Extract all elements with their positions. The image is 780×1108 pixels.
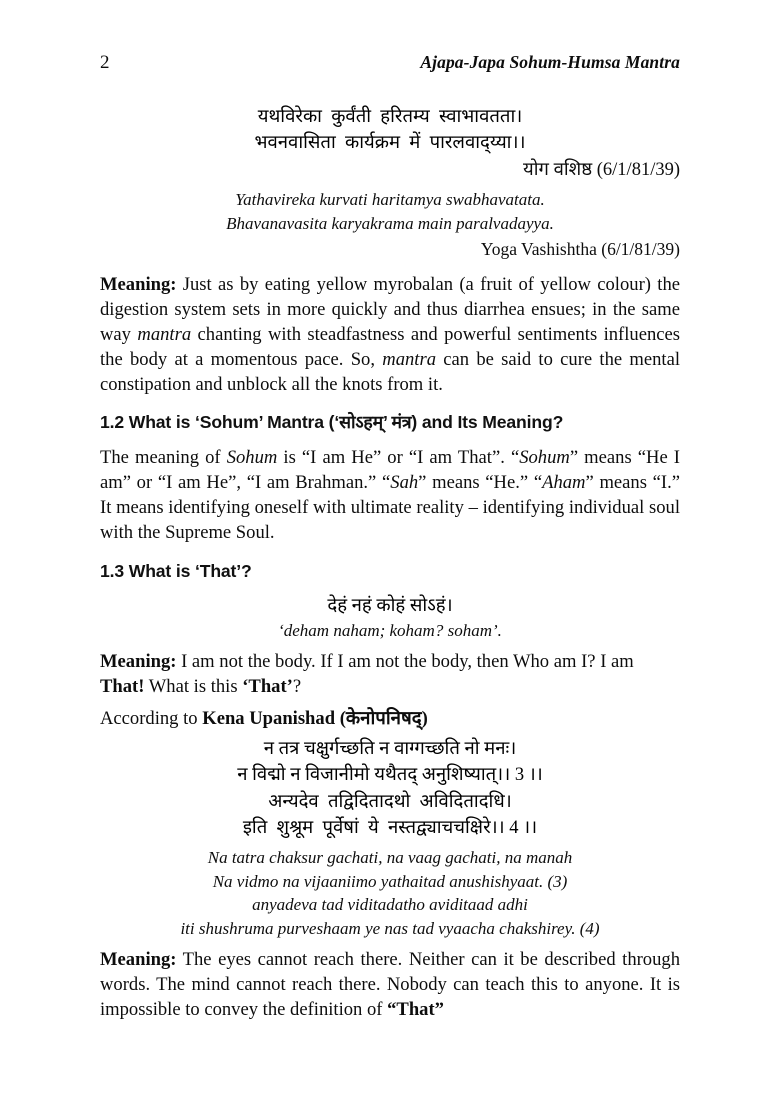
verse-2-deva-line-4: इति शुश्रूम पूर्वेषां ये नस्तद्व्याचचक्षिरे।। 4 ।। <box>242 818 538 839</box>
page-content <box>100 52 680 1022</box>
s13-bold-that-2: ‘That’ <box>242 676 293 698</box>
meaning-label-1-3: Meaning: <box>100 651 177 673</box>
s13-meaning-text-2: What is this <box>144 676 243 698</box>
meaning-1-text-1: Just as by eating yellow myrobalan (a fruit of yellow colour) the digestion system sets in more quickly and thus diarrhea ensues; in the same way <box>100 273 680 345</box>
verse-1-transliteration <box>100 188 680 235</box>
meaning-paragraph-1-3 <box>100 649 680 699</box>
s12-text-1: The meaning of <box>100 446 227 468</box>
verse-1-devanagari <box>100 104 680 157</box>
s12-text-4: ” means “He.” “ <box>418 471 543 493</box>
verse-2-translit-line-1: Na tatra chaksur gachati, na vaag gachati, na manah <box>207 848 573 868</box>
verse-2-deva-line-3: अन्यदेव तद्विदितादथो अविदितादधि। <box>268 791 512 812</box>
verse-2-translit-line-3: anyadeva tad viditadatho aviditaad adhi <box>252 895 528 915</box>
section-1-3-verse-devanagari: देहं नहं कोहं सोऽहं। <box>327 595 453 616</box>
verse-2-deva-line-1: न तत्र चक्षुर्गच्छति न वाग्गच्छति नो मनः। <box>263 739 517 760</box>
page-number: 2 <box>100 52 110 73</box>
s12-italic-sohum-2: Sohum <box>519 446 570 468</box>
meaning-label-2: Meaning: <box>100 949 177 971</box>
verse-2-translit-line-4: iti shushruma purveshaam ye nas tad vyaacha chakshirey. (4) <box>180 918 600 938</box>
s12-italic-sohum-1: Sohum <box>226 446 278 468</box>
meaning-1-italic-2: mantra <box>382 348 436 370</box>
s13-meaning-text-3: ? <box>292 676 302 698</box>
section-heading-1-3: 1.3 What is ‘That’? <box>100 560 252 581</box>
section-1-3-verse-transliteration: ‘deham naham; koham? soham’. <box>278 620 502 640</box>
source-name-devanagari: (केनोपनिषद्) <box>335 708 428 730</box>
meaning-paragraph-2 <box>100 947 680 1022</box>
verse-1-deva-line-2: भवनवासिता कार्यक्रम में पारलवाद्य्या।। <box>254 133 526 154</box>
according-to-line <box>100 706 680 731</box>
verse-1-translit-line-2: Bhavanavasita karyakrama main paralvadayya. <box>226 213 554 233</box>
verse-2-devanagari <box>100 736 680 841</box>
verse-1-citation-devanagari: योग वशिष्ठ (6/1/81/39) <box>523 159 680 180</box>
verse-2-transliteration <box>100 846 680 940</box>
meaning-paragraph-1 <box>100 272 680 397</box>
book-title: Ajapa-Japa Sohum-Humsa Mantra <box>420 52 680 72</box>
section-heading-1-2: 1.2 What is ‘Sohum’ Mantra (‘सोऽहम्’ मंत्र) and Its Meaning? <box>100 411 564 432</box>
meaning-1-text-2: chanting with steadfastness and powerful sentiments influences the body at a momentous pace. So, <box>100 323 680 370</box>
meaning-label-1: Meaning: <box>100 273 177 295</box>
verse-1-deva-line-1: यथविरेका कुर्वंती हरितम्य स्वाभावतता। <box>257 107 523 127</box>
s12-italic-aham: Aham <box>542 471 586 493</box>
meaning-2-bold-that: “That” <box>387 999 444 1021</box>
s12-text-5: ” means “I.” It means identifying oneself with ultimate reality – identifying individual soul with the Supreme Soul. <box>100 471 680 543</box>
meaning-1-text-3: can be said to cure the mental constipation and unblock all the knots from it. <box>100 348 680 395</box>
meaning-2-text-1: The eyes cannot reach there. Neither can it be described through words. The mind cannot reach there. Nobody can teach this to anyone. It is impossible to convey the definition of <box>100 949 680 1021</box>
meaning-1-italic-1: mantra <box>137 323 192 345</box>
s12-text-2: is “I am He” or “I am That”. “ <box>277 446 520 468</box>
s13-bold-that-1: That! <box>100 676 145 698</box>
s13-meaning-text-1: I am not the body. If I am not the body, then Who am I? I am <box>176 651 634 673</box>
verse-2-deva-line-2: न विद्मो न विजानीमो यथैतद् अनुशिष्यात्।। 3 ।। <box>237 765 543 786</box>
verse-2-translit-line-2: Na vidmo na vijaaniimo yathaitad anushishyaat. (3) <box>212 871 568 891</box>
s12-text-3: ” means “He I am” or “I am He”, “I am Brahman.” “ <box>100 446 680 493</box>
verse-1-translit-line-1: Yathavireka kurvati haritamya swabhavatata. <box>235 190 545 210</box>
source-name-kena-upanishad: Kena Upanishad <box>202 708 336 730</box>
according-prefix: According to <box>100 708 203 730</box>
section-1-2-paragraph <box>100 445 680 545</box>
verse-1-citation-english: Yoga Vashishtha (6/1/81/39) <box>480 239 680 260</box>
running-head <box>100 52 680 74</box>
s12-italic-sah: Sah <box>390 471 419 493</box>
